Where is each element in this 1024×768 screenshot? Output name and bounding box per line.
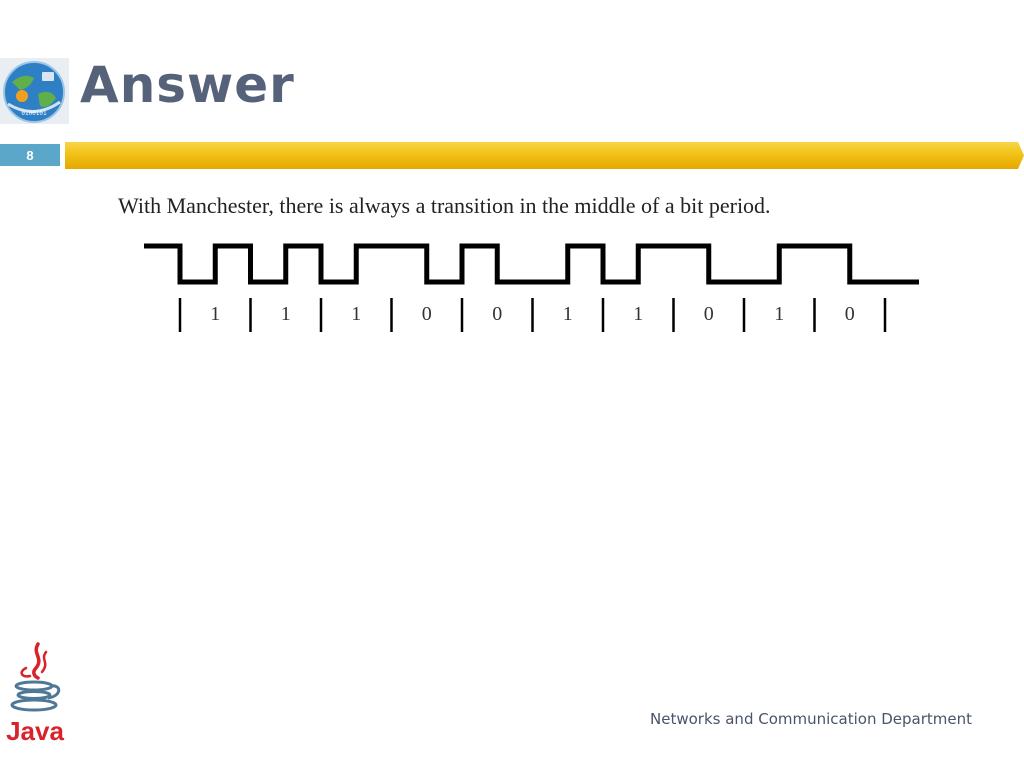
- bit-label: 1: [210, 303, 221, 325]
- globe-icon: [0, 58, 69, 124]
- footer-department: Networks and Communication Department: [650, 710, 972, 728]
- svg-text:0100101: 0100101: [21, 110, 47, 117]
- manchester-diagram: [130, 236, 930, 340]
- bit-label: 1: [633, 303, 644, 325]
- bit-label: 0: [844, 303, 855, 325]
- bit-label: 1: [774, 303, 785, 325]
- bit-label: 0: [421, 303, 432, 325]
- java-logo: [4, 642, 66, 748]
- page-number: 8: [0, 144, 60, 166]
- page-title: Answer: [80, 56, 295, 114]
- intro-text: With Manchester, there is always a transition in the middle of a bit period.: [118, 193, 771, 218]
- manchester-waveform: [144, 246, 919, 282]
- title-accent-bar: [65, 142, 1024, 169]
- java-wordmark: Java: [6, 716, 64, 746]
- bit-label: 1: [351, 303, 362, 325]
- bit-label: 1: [280, 303, 291, 325]
- bit-label: 1: [562, 303, 573, 325]
- bit-label: 0: [492, 303, 503, 325]
- bit-label: 0: [703, 303, 714, 325]
